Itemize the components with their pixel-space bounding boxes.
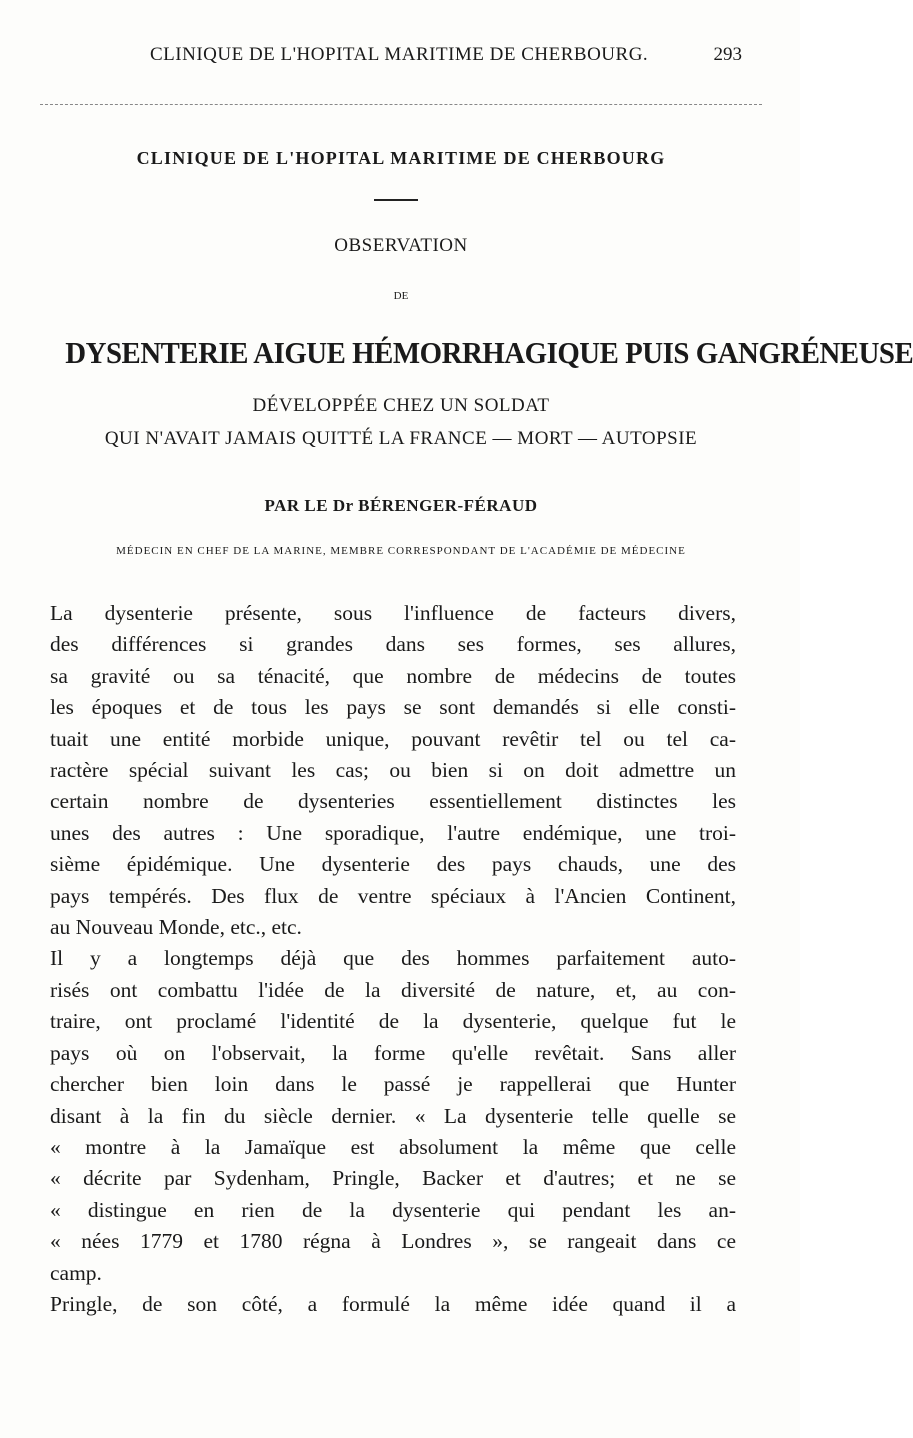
text-line: disant à la fin du siècle dernier. « La dysenterie telle quelle se (50, 1103, 736, 1128)
text-line: risés ont combattu l'idée de la diversité de nature, et, au con- (50, 977, 736, 1002)
text-line: sa gravité ou sa ténacité, que nombre de médecins de toutes (50, 663, 736, 688)
text-line: pays où on l'observait, la forme qu'elle revêtait. Sans aller (50, 1040, 736, 1065)
clinic-title: CLINIQUE DE L'HOPITAL MARITIME DE CHERBOURG (136, 148, 666, 168)
paragraph-2 (50, 943, 736, 1288)
text-line: unes des autres : Une sporadique, l'autre endémique, une troi- (50, 820, 736, 845)
de-connector: DE (393, 290, 409, 302)
text-line: Pringle, de son côté, a formulé la même idée quand il a (50, 1291, 736, 1316)
title-divider (374, 199, 418, 201)
text-line: les époques et de tous les pays se sont demandés si elle consti- (50, 695, 736, 720)
text-line: « montre à la Jamaïque est absolument la même que celle (50, 1134, 736, 1159)
text-line: « décrite par Sydenham, Pringle, Backer et d'autres; et ne se (50, 1166, 736, 1191)
text-line: traire, ont proclamé l'identité de la dysenterie, quelque fut le (50, 1009, 736, 1034)
article-subtitle-1: DÉVELOPPÉE CHEZ UN SOLDAT (252, 395, 550, 416)
text-line: « nées 1779 et 1780 régna à Londres », se rangeait dans ce (50, 1229, 736, 1254)
text-line: sième épidémique. Une dysenterie des pays chauds, une des (50, 852, 736, 877)
text-line: La dysenterie présente, sous l'influence de facteurs divers, (50, 601, 736, 625)
article-title: DYSENTERIE AIGUE HÉMORRHAGIQUE PUIS GANGRÉNEUSE (65, 335, 913, 370)
text-line: au Nouveau Monde, etc., etc. (50, 915, 302, 940)
paragraph-3 (50, 1289, 736, 1320)
author-affiliation: MÉDECIN EN CHEF DE LA MARINE, MEMBRE CORRESPONDANT DE L'ACADÉMIE DE MÉDECINE (116, 545, 686, 557)
text-line: « distingue en rien de la dysenterie qui pendant les an- (50, 1197, 736, 1222)
author-byline: PAR LE Dr BÉRENGER-FÉRAUD (264, 496, 538, 515)
header-rule (40, 104, 762, 105)
running-head: CLINIQUE DE L'HOPITAL MARITIME DE CHERBOURG. (150, 44, 649, 65)
text-line: ractère spécial suivant les cas; ou bien si on doit admettre un (50, 758, 736, 783)
page-number: 293 (713, 44, 742, 65)
paragraph-1 (50, 598, 736, 943)
text-line: camp. (50, 1260, 102, 1285)
observation-heading: OBSERVATION (334, 235, 468, 256)
text-line: Il y a longtemps déjà que des hommes parfaitement auto- (50, 946, 736, 971)
text-line: pays tempérés. Des flux de ventre spéciaux à l'Ancien Continent, (50, 883, 736, 908)
text-line: chercher bien loin dans le passé je rappellerai que Hunter (50, 1072, 736, 1097)
body-text (50, 598, 736, 1320)
text-line: tuait une entité morbide unique, pouvant revêtir tel ou tel ca- (50, 726, 736, 751)
text-line: certain nombre de dysenteries essentiellement distinctes les (50, 789, 736, 814)
text-line: des différences si grandes dans ses formes, ses allures, (50, 632, 736, 657)
article-subtitle-2: QUI N'AVAIT JAMAIS QUITTÉ LA FRANCE — MORT — AUTOPSIE (104, 428, 698, 449)
